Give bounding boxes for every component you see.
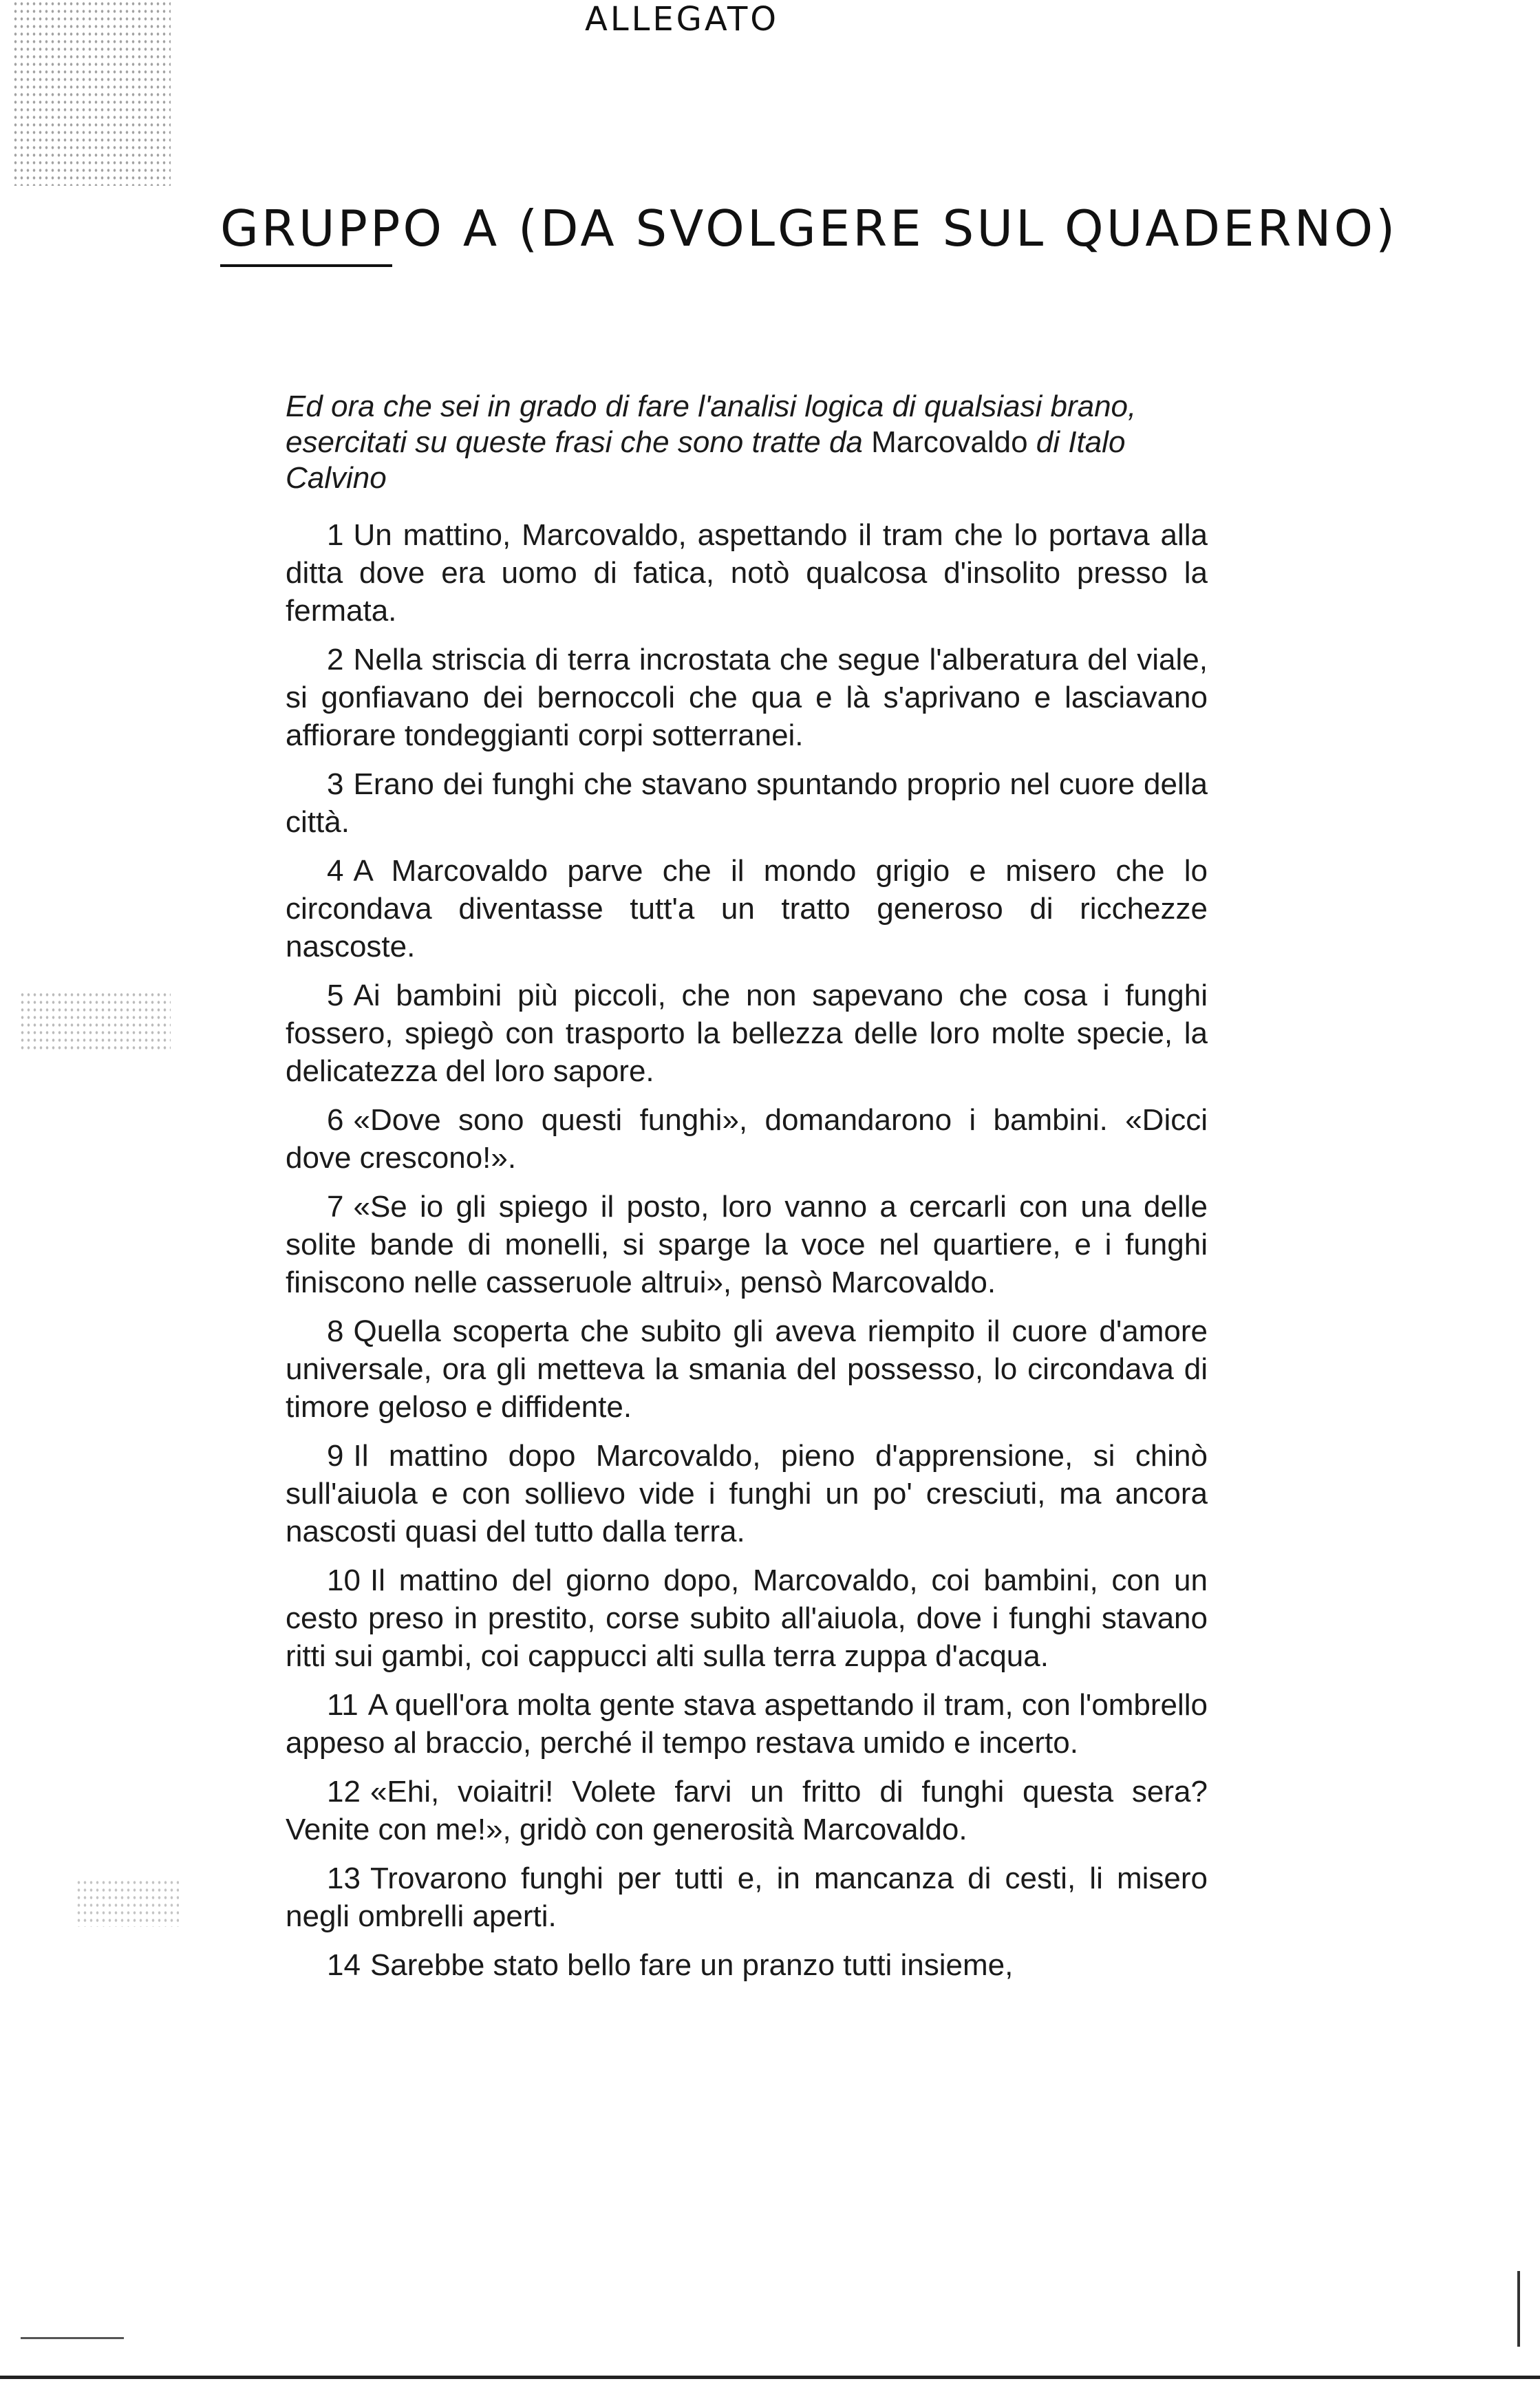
exercise-number: 9 <box>327 1439 344 1473</box>
intro-paragraph <box>286 389 1208 496</box>
exercise-item <box>286 1859 1208 1935</box>
exercise-number: 11 <box>327 1688 359 1722</box>
exercise-text: Nella striscia di terra incrostata che segue l'alberatura del viale, si gonfiavano dei bernoccoli che qua e là s'aprivano e lasciavano affiorare tondeggianti corpi sotterranei. <box>286 643 1208 752</box>
exercise-item <box>286 1686 1208 1762</box>
exercise-text: Quella scoperta che subito gli aveva riempito il cuore d'amore universale, ora gli metteva la smania del possesso, lo circondava di timore geloso e diffidente. <box>286 1314 1208 1424</box>
scan-edge-mark <box>1517 2271 1520 2347</box>
exercise-item <box>286 1101 1208 1177</box>
exercise-text: Trovarono funghi per tutti e, in mancanza di cesti, li misero negli ombrelli aperti. <box>286 1862 1208 1933</box>
exercise-item <box>286 1946 1208 1984</box>
exercise-text: Il mattino del giorno dopo, Marcovaldo, coi bambini, con un cesto preso in prestito, corse subito all'aiuola, dove i funghi stavano ritti sui gambi, coi cappucci alti sulla terra zuppa d'acqua. <box>286 1564 1208 1673</box>
exercise-number: 10 <box>327 1564 361 1597</box>
scan-noise <box>12 0 171 186</box>
exercise-item <box>286 977 1208 1090</box>
exercise-number: 1 <box>327 518 344 552</box>
exercise-text: «Se io gli spiego il posto, loro vanno a cercarli con una delle solite bande di monelli, si sparge la voce nel quartiere, e i funghi finiscono nelle casseruole altrui», pensò Marcovaldo. <box>286 1190 1208 1299</box>
exercise-text: Ai bambini più piccoli, che non sapevano che cosa i funghi fossero, spiegò con trasporto la bellezza delle loro molte specie, la delicatezza del loro sapore. <box>286 979 1208 1088</box>
exercise-number: 12 <box>327 1775 361 1809</box>
exercise-number: 5 <box>327 979 344 1012</box>
intro-text-after: di Italo Calvino <box>286 425 1126 495</box>
page-bottom-edge <box>0 2376 1540 2379</box>
intro-text-before: Ed ora che sei in grado di fare l'analisi logica di qualsiasi brano, esercitati su queste frasi che sono tratte da <box>286 390 1137 459</box>
exercise-item <box>286 1773 1208 1848</box>
exercise-number: 8 <box>327 1314 344 1348</box>
group-title-underline <box>220 264 392 267</box>
exercise-number: 2 <box>327 643 344 676</box>
book-title: Marcovaldo <box>871 425 1028 459</box>
exercise-text: Erano dei funghi che stavano spuntando proprio nel cuore della città. <box>286 767 1208 839</box>
exercise-item <box>286 852 1208 966</box>
scan-artifact-line <box>21 2337 124 2339</box>
exercise-item <box>286 1437 1208 1550</box>
group-title <box>220 200 1398 257</box>
exercise-number: 4 <box>327 854 344 888</box>
exercise-number: 3 <box>327 767 344 801</box>
exercise-text: A Marcovaldo parve che il mondo grigio e misero che lo circondava diventasse tutt'a un tratto generoso di ricchezze nascoste. <box>286 854 1208 963</box>
exercise-item <box>286 1561 1208 1675</box>
exercise-item <box>286 641 1208 754</box>
exercise-text: Il mattino dopo Marcovaldo, pieno d'apprensione, si chinò sull'aiuola e con sollievo vide i funghi un po' cresciuti, ma ancora nascosti quasi del tutto dalla terra. <box>286 1439 1208 1548</box>
exercise-text: «Dove sono questi funghi», domandarono i bambini. «Dicci dove crescono!». <box>286 1103 1208 1175</box>
exercise-number: 7 <box>327 1190 344 1224</box>
exercise-number: 13 <box>327 1862 361 1895</box>
exercise-item <box>286 516 1208 630</box>
exercise-item <box>286 1312 1208 1426</box>
exercise-list <box>286 516 1208 1995</box>
scan-noise <box>19 991 171 1053</box>
exercise-number: 6 <box>327 1103 344 1137</box>
exercise-number: 14 <box>327 1948 361 1982</box>
exercise-text: Un mattino, Marcovaldo, aspettando il tram che lo portava alla ditta dove era uomo di fatica, notò qualcosa d'insolito presso la fermata. <box>286 518 1208 628</box>
exercise-text: Sarebbe stato bello fare un pranzo tutti insieme, <box>370 1948 1014 1982</box>
annex-label: ALLEGATO <box>585 0 780 39</box>
exercise-text: A quell'ora molta gente stava aspettando il tram, con l'ombrello appeso al braccio, perché il tempo restava umido e incerto. <box>286 1688 1208 1760</box>
exercise-item <box>286 765 1208 841</box>
scan-noise <box>76 1879 179 1927</box>
exercise-item <box>286 1188 1208 1301</box>
exercise-text: «Ehi, voiaitri! Volete farvi un fritto di funghi questa sera? Venite con me!», gridò con generosità Marcovaldo. <box>286 1775 1208 1846</box>
group-title-text: GRUPPO A (DA SVOLGERE SUL QUADERNO) <box>220 200 1398 257</box>
